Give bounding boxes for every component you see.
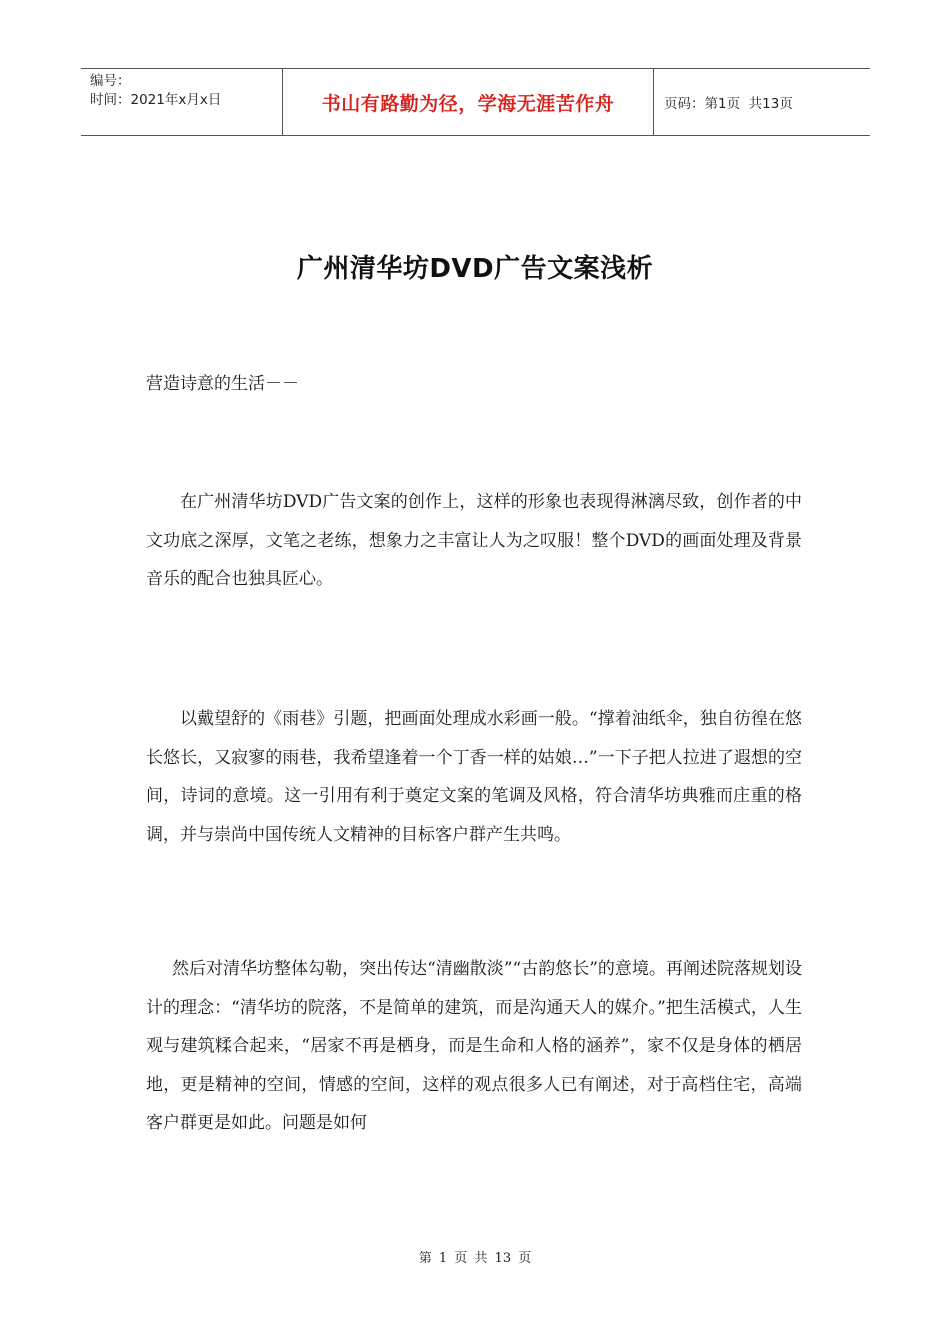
- header-meta-cell: [81, 69, 282, 135]
- page-footer: 第 1 页 共 13 页: [418, 1251, 532, 1266]
- header-motto-cell: [282, 69, 654, 135]
- time-label: 时间：2021年x月x日: [90, 92, 222, 108]
- motto-text: 书山有路勤为径，学海无涯苦作舟: [321, 92, 615, 115]
- paragraph-3: 然后对清华坊整体勾勒，突出传达“清幽散淡”“古韵悠长”的意境。再阐述院落规划设计的理念：“清华坊的院落，不是简单的建筑，而是沟通天人的媒介。”把生活模式，人生观与建筑糅合起来，“居家不再是栖身，而是生命和人格的涵养”，家不仅是身体的栖居地，更是精神的空间，情感的空间，这样的观点很多人已有阐述，对于高档住宅，高端客户群更是如此。问题是如何: [146, 959, 802, 1133]
- document-subtitle: 营造诗意的生活－－: [146, 374, 299, 394]
- page-info: 页码：第1页 共13页: [664, 96, 793, 112]
- document-title: 广州清华坊DVD广告文案浅析: [296, 254, 654, 284]
- paragraph-2: 以戴望舒的《雨巷》引题，把画面处理成水彩画一般。“撑着油纸伞，独自彷徨在悠长悠长，又寂寥的雨巷，我希望逢着一个丁香一样的姑娘…”一下子把人拉进了遐想的空间，诗词的意境。这一引用有利于奠定文案的笔调及风格，符合清华坊典雅而庄重的格调，并与崇尚中国传统人文精神的目标客户群产生共鸣。: [146, 709, 802, 845]
- header-table: [81, 68, 870, 136]
- paragraph-1: 在广州清华坊DVD广告文案的创作上，这样的形象也表现得淋漓尽致，创作者的中文功底之深厚，文笔之老练，想象力之丰富让人为之叹服！整个DVD的画面处理及背景音乐的配合也独具匠心。: [146, 492, 802, 589]
- header-page-cell: [654, 69, 870, 135]
- number-label: 编号：: [90, 73, 131, 89]
